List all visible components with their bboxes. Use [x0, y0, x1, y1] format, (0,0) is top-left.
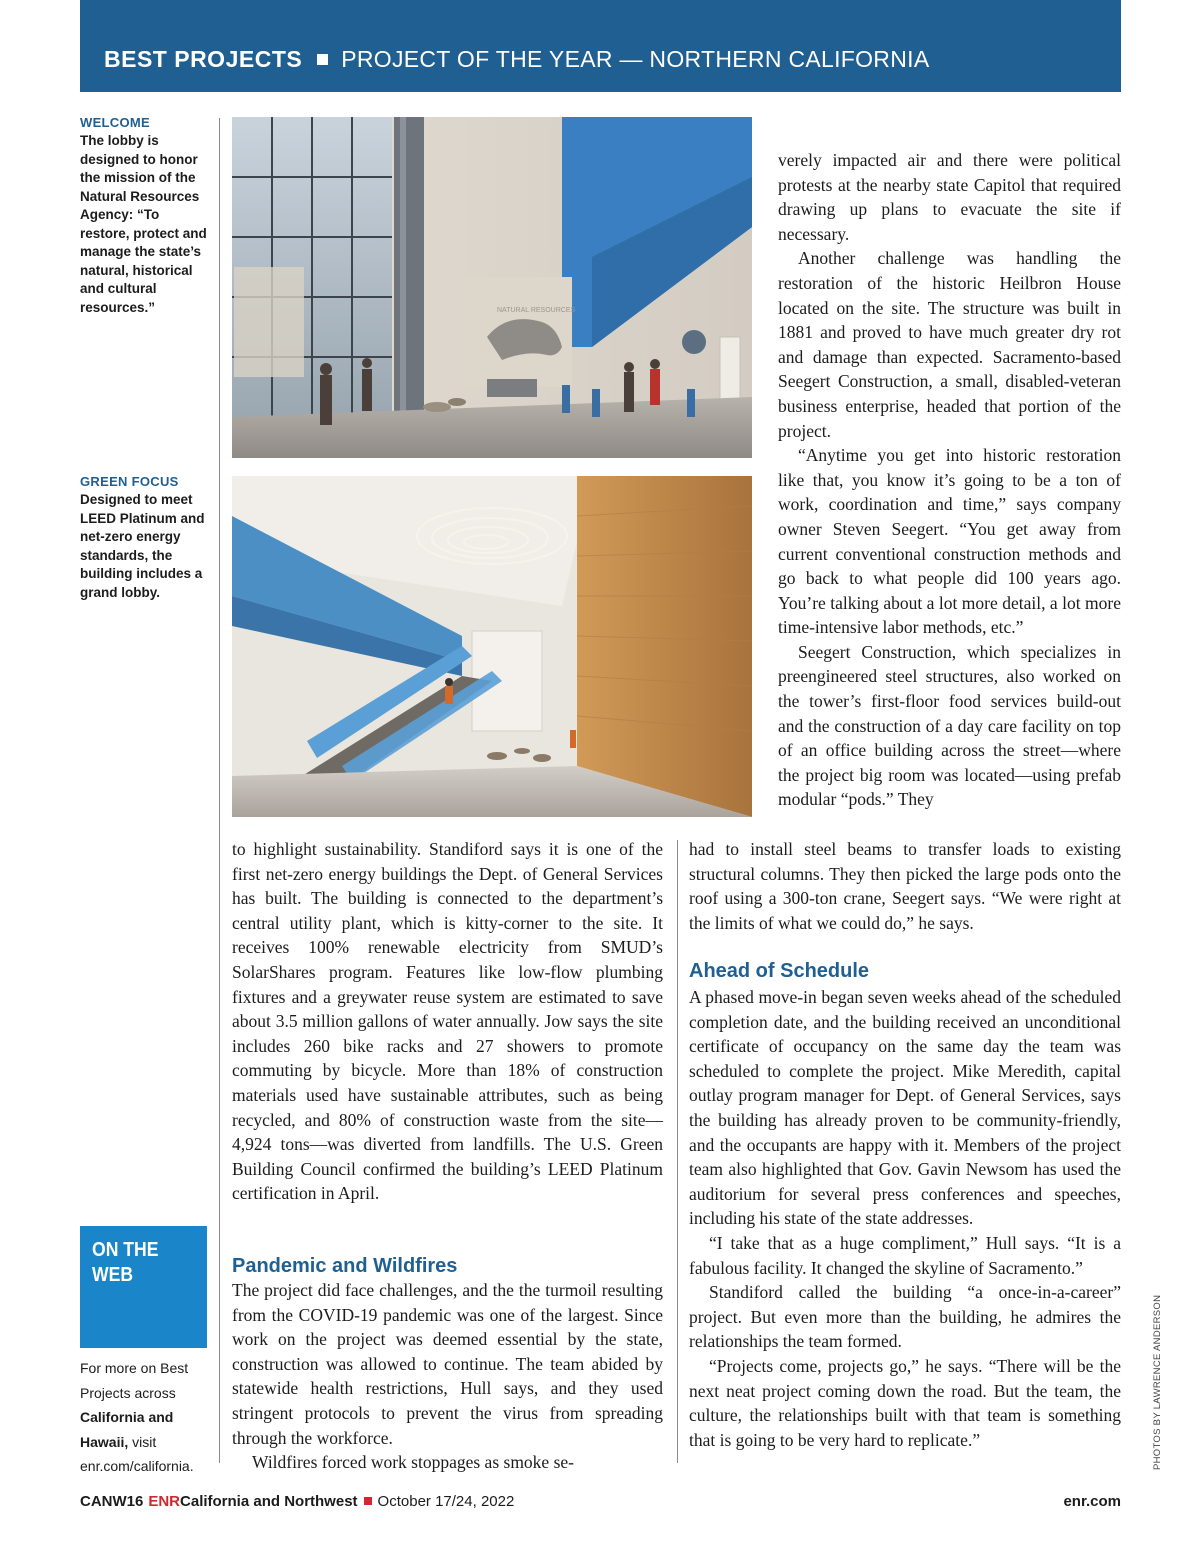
caption-welcome-body: The lobby is designed to honor the mission of the Natural Resources Agency: “To restore, protect and manage the state’s natural, historical and cultural resources.”: [80, 133, 207, 315]
header-title: [104, 44, 929, 74]
photo-credit: PHOTOS BY LAWRENCE ANDERSON: [1152, 1294, 1163, 1470]
caption-welcome: [80, 114, 210, 317]
footer-site[interactable]: enr.com: [1063, 1493, 1121, 1510]
footer-square-icon: [364, 1497, 372, 1505]
caption-welcome-head: WELCOME: [80, 115, 150, 130]
subhead-ahead-of-schedule: Ahead of Schedule: [689, 960, 870, 982]
section-label: BEST PROJECTS: [104, 46, 303, 72]
paragraph: had to install steel beams to transfer loads to existing structural columns. They then picked the large pods onto the roof using a 300-ton crane, Seegert says. “We were right at the limits of what we could do,” he says.: [689, 839, 1121, 933]
caption-green-head: GREEN FOCUS: [80, 474, 179, 489]
paragraph: verely impacted air and there were political protests at the nearby state Capitol that required drawing up plans to evacuate the site if necessary.: [778, 150, 1121, 244]
on-the-web-title-line1: ON THE: [92, 1239, 159, 1261]
sidebar-divider: [219, 118, 220, 1463]
paragraph: A phased move-in began seven weeks ahead of the scheduled completion date, and the building received an unconditional certificate of occupancy on the same day the team was scheduled to complete the project. Mike Meredith, capital outlay program manager for Dept. of General Services, says the building has already proven to be community-friendly, and the occupants are happy with it. Members of the project team also highlighted that Gov. Gavin Newsom has used the auditorium for several press conferences and speeches, including his state of the state addresses.: [689, 987, 1121, 1229]
right-column-bottom: [689, 985, 1121, 1452]
web-text-bold: California and Hawaii,: [80, 1409, 174, 1450]
caption-green-focus: [80, 473, 210, 602]
paragraph: “Anytime you get into historic restoration like that, you know it’s going to be a ton of work, coordination and time,” says company owner Steven Seegert. “You get away from current conventional construction methods and go back to what people did 100 years ago. You’re talking about a lot more detail, a lot more time-intensive labor methods, etc.”: [778, 445, 1121, 638]
on-the-web-title: [92, 1238, 158, 1288]
paragraph: “Projects come, projects go,” he says. “There will be the next neat project coming down the road. But the team, the culture, the relationships built with that team is something that is going to be very hard to replicate.”: [689, 1355, 1121, 1450]
on-the-web-text: [80, 1356, 210, 1479]
edition-name: California and Northwest: [180, 1493, 358, 1510]
paragraph: Seegert Construction, which specializes in preengineered steel structures, also worked on the tower’s first-floor food services build-out and the construction of a day care facility on top of an office building across the street—where the project big room was located—using prefab modular “pods.” They: [778, 641, 1121, 810]
enr-logo: ENR: [148, 1493, 181, 1510]
paragraph: Wildfires forced work stoppages as smoke se-: [252, 1452, 574, 1473]
header-square-icon: [317, 54, 328, 65]
page-number: CANW16: [80, 1493, 144, 1510]
on-the-web-title-line2: WEB: [92, 1264, 134, 1286]
atrium-photo: [232, 476, 752, 817]
web-text-pre: For more on Best Projects across: [80, 1360, 189, 1401]
left-column-p2: [232, 1278, 663, 1475]
paragraph: The project did face challenges, and the the turmoil resulting from the COVID-19 pandemic was one of the largest. Since work on the project was deemed essential by the state, construction was allowed to continue. The team abided by statewide health restrictions, Hull says, and they used stringent protocols to prevent the virus from spreading through the workforce.: [232, 1280, 663, 1448]
paragraph: to highlight sustainability. Standiford says it is one of the first net-zero energy buildings the Dept. of General Services has built. The building is connected to the department’s central utility plant, which is kitty-corner to the site. It receives 100% renewable electricity from SMUD’s SolarShares program. Features like low-flow plumbing fixtures and a greywater reuse system are estimated to save about 3.5 million gallons of water annually. Jow says the site includes 260 bike racks and 27 showers to promote commuting by bicycle. More than 18% of construction materials used have sustainable attributes, such as being recycled, and 80% of construction waste from the site—4,924 tons—was diverted from landfills. The U.S. Green Building Council confirmed the building’s LEED Platinum certification in April.: [232, 839, 663, 1204]
lobby-signage: NATURAL RESOURCES: [497, 307, 576, 314]
lobby-photo: [232, 117, 752, 458]
left-column-p1: [232, 837, 663, 1206]
caption-green-body: Designed to meet LEED Platinum and net-zero energy standards, the building includes a grand lobby.: [80, 492, 205, 600]
header-bar: [80, 0, 1121, 92]
on-the-web-box: [80, 1226, 207, 1348]
subhead-pandemic: Pandemic and Wildfires: [232, 1255, 458, 1277]
column-divider: [677, 840, 678, 1463]
paragraph: “I take that as a huge compliment,” Hull says. “It is a fabulous facility. It changed the skyline of Sacramento.”: [689, 1232, 1121, 1278]
paragraph: Another challenge was handling the restoration of the historic Heilbron House located on the site. The structure was built in 1881 and proved to have much greater dry rot and damage than expected. Sacramento-based Seegert Construction, a small, disabled-veteran business enterprise, headed that portion of the project.: [778, 248, 1121, 441]
paragraph: Standiford called the building “a once-in-a-career” project. But even more than the building, he admires the relationships the team formed.: [689, 1282, 1121, 1352]
right-column-top: [778, 148, 1121, 812]
issue-date: October 17/24, 2022: [377, 1493, 515, 1510]
header-subtitle: PROJECT OF THE YEAR — NORTHERN CALIFORNIA: [341, 46, 930, 72]
web-text-link[interactable]: visit enr.com/california.: [80, 1433, 194, 1474]
right-column-continuation: [689, 837, 1121, 935]
footer: [80, 1493, 1121, 1515]
footer-left: [80, 1493, 514, 1510]
